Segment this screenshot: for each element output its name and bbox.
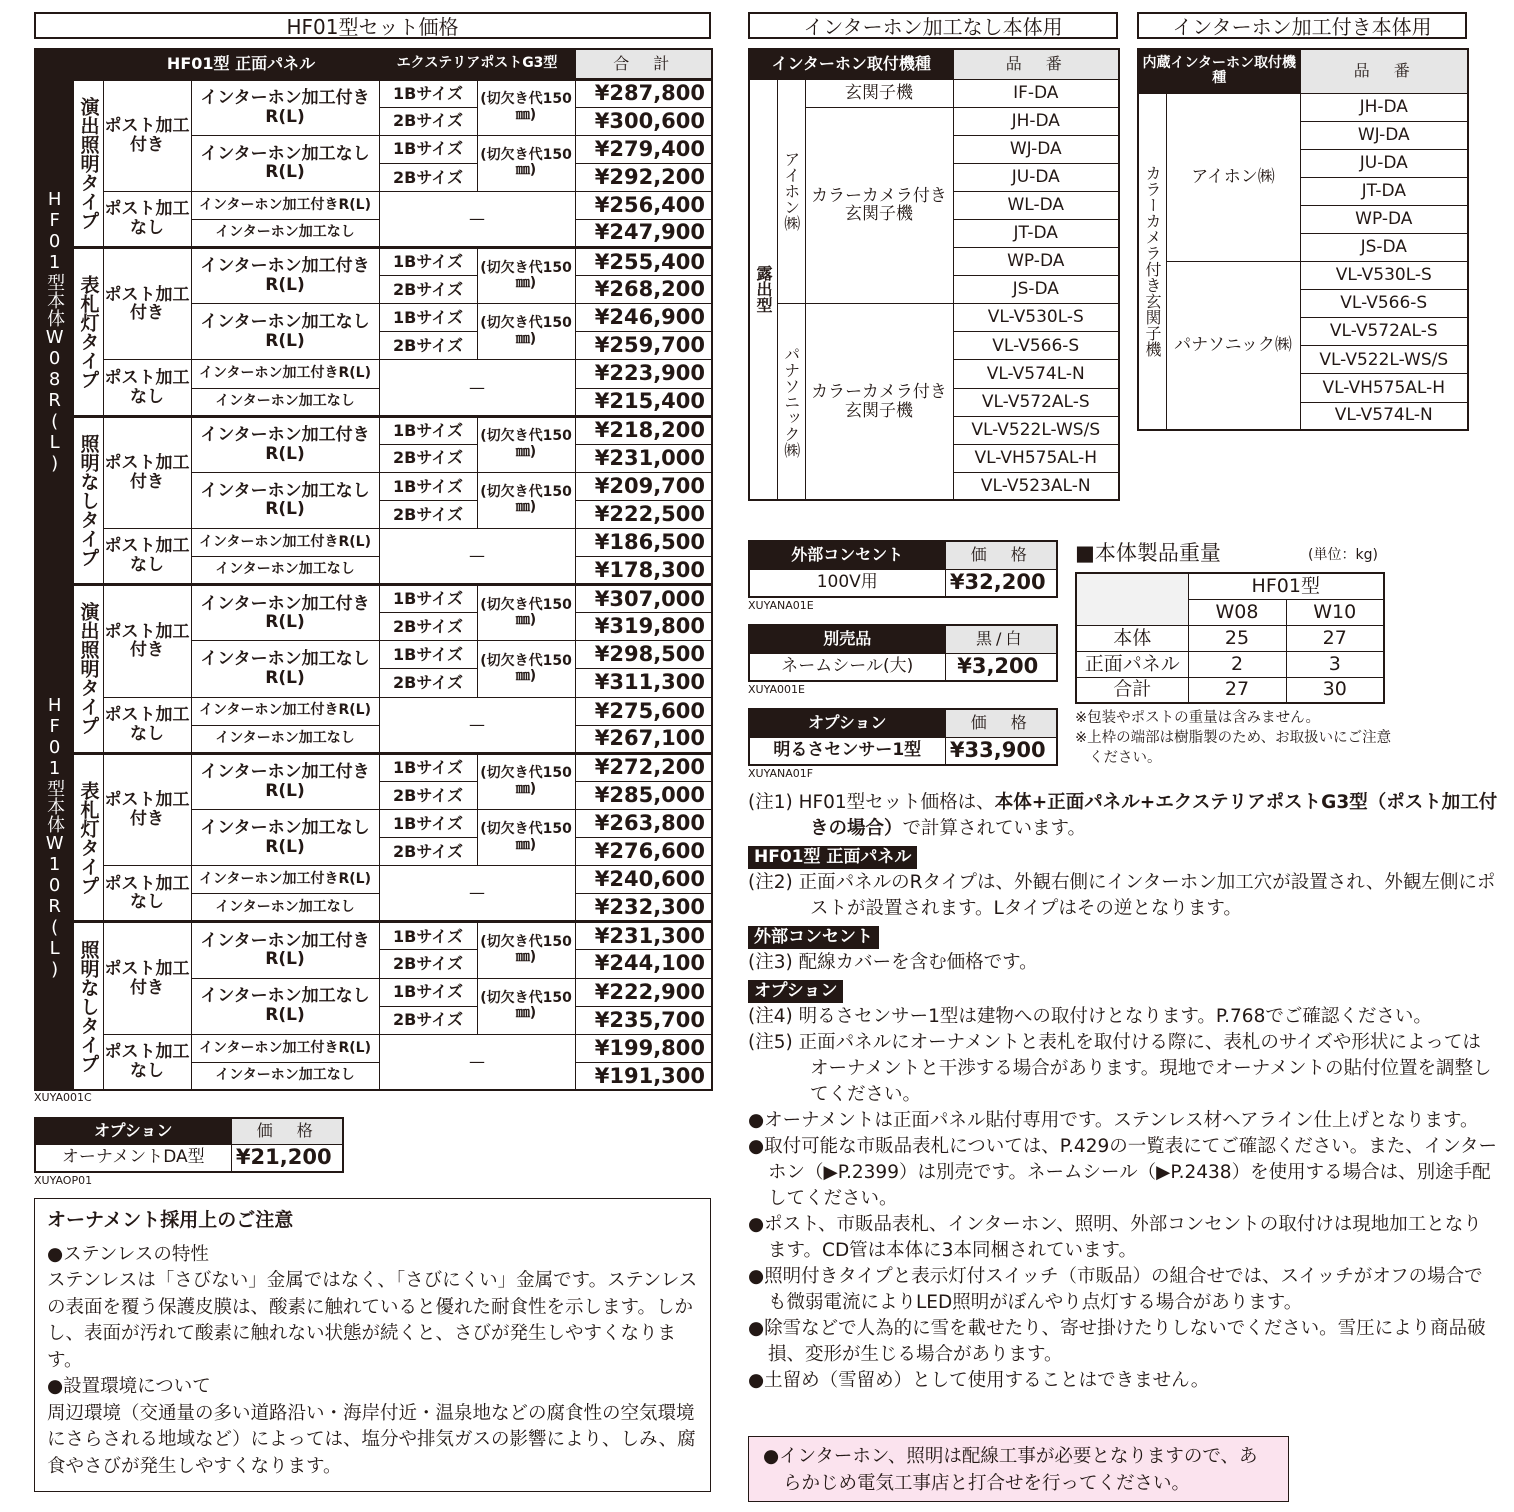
intercom-without-label: インターホン加工なしR(L)	[191, 304, 379, 360]
post-size-label: 1Bサイズ	[379, 922, 477, 950]
post-size-label: 2Bサイズ	[379, 276, 477, 304]
cutout-note: (切欠き代150㎜)	[477, 248, 575, 304]
set-price: ¥292,200	[575, 163, 712, 191]
note-2: (注2) 正面パネルのRタイプは、外観右側にインターホン加工穴が設置され、外観左側にポストが設置されます。Lタイプはその逆となります。	[748, 872, 1496, 919]
maker-aiphone: アイホン㈱	[1166, 93, 1300, 262]
bullet-item: ●土留め（雪留め）として使用することはできません。	[748, 1370, 1210, 1391]
header-panel: HF01型 正面パネル	[103, 49, 379, 79]
set-price: ¥276,600	[575, 838, 712, 866]
model-code: JH-DA	[953, 107, 1119, 135]
model-code: VL-VH575AL-H	[1300, 374, 1468, 402]
set-price: ¥199,800	[575, 1034, 712, 1062]
header-post: エクステリアポストG3型	[379, 49, 575, 79]
post-without-label: ポスト加工なし	[103, 697, 191, 753]
model-code: WP-DA	[953, 248, 1119, 276]
no-post-dash: —	[379, 697, 575, 753]
set-price: ¥287,800	[575, 79, 712, 107]
header-corner	[35, 49, 103, 79]
bullet-item: ●ポスト、市販品表札、インターホン、照明、外部コンセントの取付けは現地加工となります。CD管は本体に3本同梱されています。	[748, 1214, 1482, 1261]
lighting-type-label: 表札灯タイプ	[73, 248, 103, 417]
model-code: VL-V522L-WS/S	[1300, 346, 1468, 374]
set-price: ¥222,900	[575, 978, 712, 1006]
model-code: VL-V530L-S	[953, 304, 1119, 332]
model-code: VL-V523AL-N	[953, 472, 1119, 500]
model-code: WJ-DA	[1300, 121, 1468, 149]
post-size-label: 2Bサイズ	[379, 1006, 477, 1034]
intercom-without-label: インターホン加工なしR(L)	[191, 978, 379, 1034]
set-price: ¥272,200	[575, 753, 712, 781]
set-price-table	[34, 48, 713, 1091]
set-price: ¥279,400	[575, 135, 712, 163]
cutout-note: (切欠き代150㎜)	[477, 79, 575, 135]
ornament-item: オーナメントDA型	[35, 1144, 231, 1172]
set-price: ¥235,700	[575, 1006, 712, 1034]
set-price: ¥191,300	[575, 1062, 712, 1090]
model-code: JT-DA	[953, 219, 1119, 247]
set-price: ¥178,300	[575, 557, 712, 585]
no-post-dash: —	[379, 1034, 575, 1090]
ornament-option-table	[34, 1117, 344, 1173]
intercom-with-label: インターホン加工付きR(L)	[191, 79, 379, 135]
model-code: VL-V572AL-S	[953, 388, 1119, 416]
intercom-with-table	[1137, 48, 1469, 431]
set-price: ¥247,900	[575, 219, 712, 247]
header-total: 合 計	[575, 49, 712, 79]
set-price: ¥222,500	[575, 500, 712, 528]
post-without-label: ポスト加工なし	[103, 360, 191, 416]
intercom-with-label: インターホン加工付きR(L)	[191, 1034, 379, 1062]
cutout-note: (切欠き代150㎜)	[477, 753, 575, 809]
set-price: ¥311,300	[575, 669, 712, 697]
set-price: ¥209,700	[575, 472, 712, 500]
cutout-note: (切欠き代150㎜)	[477, 585, 575, 641]
outlet-table	[748, 540, 1058, 598]
post-with-label: ポスト加工付き	[103, 248, 191, 360]
outlet-header: 外部コンセント	[749, 541, 945, 569]
model-code: VL-VH575AL-H	[953, 444, 1119, 472]
set-price: ¥300,600	[575, 107, 712, 135]
electric-work-notice: ●インターホン、照明は配線工事が必要となりますので、あらかじめ電気工事店と打合せを行ってください。	[748, 1436, 1289, 1502]
iwith-header-code: 品 番	[1300, 49, 1468, 93]
no-post-dash: —	[379, 360, 575, 416]
color-camera-label: カラーカメラ付き玄関子機	[805, 107, 953, 304]
maker-panasonic: パナソニック㈱	[777, 304, 805, 501]
ornament-price-header: 価 格	[231, 1118, 343, 1144]
post-without-label: ポスト加工なし	[103, 1034, 191, 1090]
weight-col-w10: W10	[1286, 599, 1384, 625]
lighting-type-label: 照明なしタイプ	[73, 922, 103, 1091]
label-option: オプション	[748, 980, 843, 1003]
option-price-header: 価 格	[945, 709, 1057, 737]
cutout-note: (切欠き代150㎜)	[477, 922, 575, 978]
cutout-note: (切欠き代150㎜)	[477, 978, 575, 1034]
cutout-note: (切欠き代150㎜)	[477, 416, 575, 472]
post-size-label: 2Bサイズ	[379, 163, 477, 191]
no-post-dash: —	[379, 191, 575, 247]
intercom-without-title: インターホン加工なし本体用	[748, 12, 1118, 39]
intercom-without-label: インターホン加工なし	[191, 894, 379, 922]
post-size-label: 2Bサイズ	[379, 444, 477, 472]
weight-notes	[1075, 708, 1405, 768]
model-code: VL-V566-S	[953, 332, 1119, 360]
post-with-label: ポスト加工付き	[103, 753, 191, 865]
set-price: ¥298,500	[575, 641, 712, 669]
sold-header: 別売品	[749, 625, 945, 653]
set-price: ¥255,400	[575, 248, 712, 276]
option-code: XUYANA01F	[748, 767, 814, 780]
weight-note-1: ※包装やポストの重量は含みません。	[1075, 710, 1321, 726]
post-size-label: 1Bサイズ	[379, 304, 477, 332]
cutout-note: (切欠き代150㎜)	[477, 304, 575, 360]
weight-value: 30	[1286, 677, 1384, 703]
caution-text-2: 周辺環境（交通量の多い道路沿い・海岸付近・温泉地などの腐食性の空気環境にさらされる地域など）によっては、塩分や排気ガスの影響により、しみ、腐食やさびが発生しやすくなります。	[47, 1402, 696, 1477]
iw-header-model: インターホン取付機種	[749, 49, 953, 79]
no-post-dash: —	[379, 866, 575, 922]
weight-model: HF01型	[1188, 573, 1384, 599]
set-price: ¥259,700	[575, 332, 712, 360]
post-without-label: ポスト加工なし	[103, 866, 191, 922]
set-price: ¥246,900	[575, 304, 712, 332]
intercom-with-label: インターホン加工付きR(L)	[191, 697, 379, 725]
option-header: オプション	[749, 709, 945, 737]
intercom-without-table	[748, 48, 1120, 501]
post-size-label: 2Bサイズ	[379, 500, 477, 528]
model-code: IF-DA	[953, 79, 1119, 107]
model-code: WL-DA	[953, 191, 1119, 219]
model-code: VL-V530L-S	[1300, 262, 1468, 290]
model-code: JU-DA	[1300, 149, 1468, 177]
ornament-price: ¥21,200	[231, 1144, 343, 1172]
color-camera-label: カラーカメラ付き玄関子機	[805, 304, 953, 501]
bullet-item: ●オーナメントは正面パネル貼付専用です。ステンレス材ヘアライン仕上げとなります。	[748, 1110, 1479, 1131]
ornament-caution-box	[34, 1198, 711, 1492]
post-with-label: ポスト加工付き	[103, 922, 191, 1034]
cutout-note: (切欠き代150㎜)	[477, 135, 575, 191]
set-price: ¥244,100	[575, 950, 712, 978]
post-size-label: 1Bサイズ	[379, 135, 477, 163]
notes-section	[748, 790, 1498, 1394]
option-table	[748, 708, 1058, 766]
post-with-label: ポスト加工付き	[103, 79, 191, 191]
caution-title: オーナメント採用上のご注意	[47, 1209, 294, 1231]
lighting-type-label: 照明なしタイプ	[73, 416, 103, 585]
intercom-with-label: インターホン加工付きR(L)	[191, 585, 379, 641]
cutout-note: (切欠き代150㎜)	[477, 472, 575, 528]
intercom-without-label: インターホン加工なし	[191, 219, 379, 247]
post-without-label: ポスト加工なし	[103, 191, 191, 247]
weight-corner	[1076, 573, 1188, 625]
sold-code: XUYA001E	[748, 683, 805, 696]
post-size-label: 2Bサイズ	[379, 669, 477, 697]
maker-aiphone: アイホン㈱	[777, 79, 805, 304]
weight-row-label: 正面パネル	[1076, 651, 1188, 677]
intercom-with-label: インターホン加工付きR(L)	[191, 191, 379, 219]
no-post-dash: —	[379, 529, 575, 585]
caution-text-1: ステンレスは「さびない」金属ではなく、「さびにくい」金属です。ステンレスの表面を覆う保護皮膜は、酸素に触れていると優れた耐食性を示します。しかし、表面が汚れて酸素に触れない状態が続くと、さびが発生しやすくなります。	[47, 1270, 698, 1371]
weight-value: 3	[1286, 651, 1384, 677]
sold-item: ネームシール(大)	[749, 653, 945, 681]
intercom-without-label: インターホン加工なし	[191, 557, 379, 585]
post-with-label: ポスト加工付き	[103, 585, 191, 697]
set-price: ¥223,900	[575, 360, 712, 388]
bullet-item: ●照明付きタイプと表示灯付スイッチ（市販品）の組合せでは、スイッチがオフの場合でも微弱電流によりLED照明がぼんやり点灯する場合があります。	[748, 1266, 1483, 1313]
cutout-note: (切欠き代150㎜)	[477, 641, 575, 697]
outlet-code: XUYANA01E	[748, 599, 814, 612]
intercom-with-label: インターホン加工付きR(L)	[191, 529, 379, 557]
ornament-code: XUYAOP01	[34, 1174, 93, 1187]
intercom-without-label: インターホン加工なし	[191, 388, 379, 416]
set-price: ¥267,100	[575, 725, 712, 753]
model-code: JT-DA	[1300, 177, 1468, 205]
intercom-with-label: インターホン加工付きR(L)	[191, 248, 379, 304]
note-4: (注4) 明るさセンサー1型は建物への取付けとなります。P.768でご確認ください。	[748, 1006, 1432, 1027]
option-price: ¥33,900	[945, 737, 1057, 765]
maker-panasonic: パナソニック㈱	[1166, 262, 1300, 431]
bullet-list	[748, 1108, 1498, 1394]
intercom-without-label: インターホン加工なしR(L)	[191, 809, 379, 865]
ornament-header: オプション	[35, 1118, 231, 1144]
sold-price-header: 黒/白	[945, 625, 1057, 653]
post-size-label: 2Bサイズ	[379, 781, 477, 809]
set-price: ¥232,300	[575, 894, 712, 922]
intercom-without-label: インターホン加工なしR(L)	[191, 641, 379, 697]
post-size-label: 1Bサイズ	[379, 978, 477, 1006]
caution-bullet-1: ●ステンレスの特性	[47, 1243, 209, 1265]
model-code: WP-DA	[1300, 205, 1468, 233]
model-code: VL-V572AL-S	[1300, 318, 1468, 346]
sold-separately-table	[748, 624, 1058, 682]
body-group-label: HF01型本体W08R(L)	[35, 79, 73, 585]
model-code: JS-DA	[953, 276, 1119, 304]
caution-bullet-2: ●設置環境について	[47, 1376, 211, 1397]
main-table-title: HF01型セット価格	[34, 12, 711, 39]
intercom-with-label: インターホン加工付きR(L)	[191, 360, 379, 388]
post-size-label: 2Bサイズ	[379, 332, 477, 360]
model-code: VL-V566-S	[1300, 290, 1468, 318]
weight-unit: (単位：kg)	[1308, 547, 1378, 563]
set-price: ¥275,600	[575, 697, 712, 725]
post-size-label: 1Bサイズ	[379, 585, 477, 613]
post-without-label: ポスト加工なし	[103, 529, 191, 585]
set-price: ¥231,000	[575, 444, 712, 472]
model-code: VL-V574L-N	[953, 360, 1119, 388]
post-size-label: 1Bサイズ	[379, 472, 477, 500]
post-size-label: 2Bサイズ	[379, 107, 477, 135]
intercom-without-label: インターホン加工なし	[191, 1062, 379, 1090]
weight-row-label: 合計	[1076, 677, 1188, 703]
model-code: WJ-DA	[953, 135, 1119, 163]
intercom-with-title: インターホン加工付き本体用	[1137, 12, 1467, 39]
sold-price: ¥3,200	[945, 653, 1057, 681]
set-price: ¥319,800	[575, 613, 712, 641]
exposed-type-label: 露出型	[749, 79, 777, 500]
intercom-without-label: インターホン加工なしR(L)	[191, 472, 379, 528]
set-price: ¥215,400	[575, 388, 712, 416]
iwith-header-model: 内蔵インターホン取付機種	[1138, 49, 1300, 93]
intercom-with-label: インターホン加工付きR(L)	[191, 416, 379, 472]
intercom-with-label: インターホン加工付きR(L)	[191, 866, 379, 894]
body-group-label: HF01型本体W10R(L)	[35, 585, 73, 1091]
weight-row-label: 本体	[1076, 625, 1188, 651]
option-item: 明るさセンサー1型	[749, 737, 945, 765]
set-price: ¥218,200	[575, 416, 712, 444]
post-size-label: 2Bサイズ	[379, 613, 477, 641]
main-table-code: XUYA001C	[34, 1091, 92, 1104]
weight-value: 27	[1286, 625, 1384, 651]
model-code: VL-V522L-WS/S	[953, 416, 1119, 444]
post-size-label: 1Bサイズ	[379, 753, 477, 781]
weight-title: ■本体製品重量	[1075, 541, 1221, 565]
lighting-type-label: 演出照明タイプ	[73, 585, 103, 754]
iw-header-code: 品 番	[953, 49, 1119, 79]
model-code: JU-DA	[953, 163, 1119, 191]
set-price: ¥307,000	[575, 585, 712, 613]
set-price: ¥240,600	[575, 866, 712, 894]
post-size-label: 1Bサイズ	[379, 416, 477, 444]
post-size-label: 2Bサイズ	[379, 838, 477, 866]
lighting-type-label: 演出照明タイプ	[73, 79, 103, 248]
post-size-label: 1Bサイズ	[379, 809, 477, 837]
lighting-type-label: 表札灯タイプ	[73, 753, 103, 922]
outlet-price-header: 価 格	[945, 541, 1057, 569]
door-unit-label: 玄関子機	[805, 79, 953, 107]
model-code: VL-V574L-N	[1300, 402, 1468, 430]
bullet-item: ●取付可能な市販品表札については、P.429の一覧表にてご確認ください。また、インターホン（▶P.2399）は別売です。ネームシール（▶P.2438）を使用する場合は、別途手配してください。	[748, 1136, 1498, 1209]
weight-table	[1075, 572, 1385, 704]
note-1: (注1) HF01型セット価格は、本体+正面パネル+エクステリアポストG3型（ポスト加工付きの場合）で計算されています。	[748, 792, 1498, 839]
bullet-item: ●除雪などで人為的に雪を載せたり、寄せ掛けたりしないでください。雪圧により商品破損、変形が生じる場合があります。	[748, 1318, 1486, 1365]
post-size-label: 1Bサイズ	[379, 248, 477, 276]
intercom-with-label: インターホン加工付きR(L)	[191, 922, 379, 978]
cutout-note: (切欠き代150㎜)	[477, 809, 575, 865]
set-price: ¥285,000	[575, 781, 712, 809]
set-price: ¥186,500	[575, 529, 712, 557]
intercom-without-label: インターホン加工なしR(L)	[191, 135, 379, 191]
outlet-price: ¥32,200	[945, 569, 1057, 597]
post-size-label: 1Bサイズ	[379, 641, 477, 669]
post-size-label: 1Bサイズ	[379, 79, 477, 107]
label-outlet: 外部コンセント	[748, 926, 879, 949]
set-price: ¥268,200	[575, 276, 712, 304]
set-price: ¥231,300	[575, 922, 712, 950]
model-code: JS-DA	[1300, 233, 1468, 261]
weight-value: 27	[1188, 677, 1286, 703]
set-price: ¥256,400	[575, 191, 712, 219]
weight-note-2: ※上枠の端部は樹脂製のため、お取扱いにご注意ください。	[1075, 730, 1392, 766]
note-3: (注3) 配線カバーを含む価格です。	[748, 952, 1038, 973]
post-with-label: ポスト加工付き	[103, 416, 191, 528]
intercom-without-label: インターホン加工なし	[191, 725, 379, 753]
label-front-panel: HF01型 正面パネル	[748, 846, 917, 869]
intercom-with-label: インターホン加工付きR(L)	[191, 753, 379, 809]
weight-value: 2	[1188, 651, 1286, 677]
outlet-item: 100V用	[749, 569, 945, 597]
note-5: (注5) 正面パネルにオーナメントと表札を取付ける際に、表札のサイズや形状によってはオーナメントと干渉する場合があります。現地でオーナメントの貼付位置を調整してください。	[748, 1032, 1492, 1105]
weight-col-w08: W08	[1188, 599, 1286, 625]
post-size-label: 2Bサイズ	[379, 950, 477, 978]
weight-value: 25	[1188, 625, 1286, 651]
color-camera-vertical-label: カラーカメラ付き玄関子機	[1138, 93, 1166, 430]
set-price: ¥263,800	[575, 809, 712, 837]
model-code: JH-DA	[1300, 93, 1468, 121]
